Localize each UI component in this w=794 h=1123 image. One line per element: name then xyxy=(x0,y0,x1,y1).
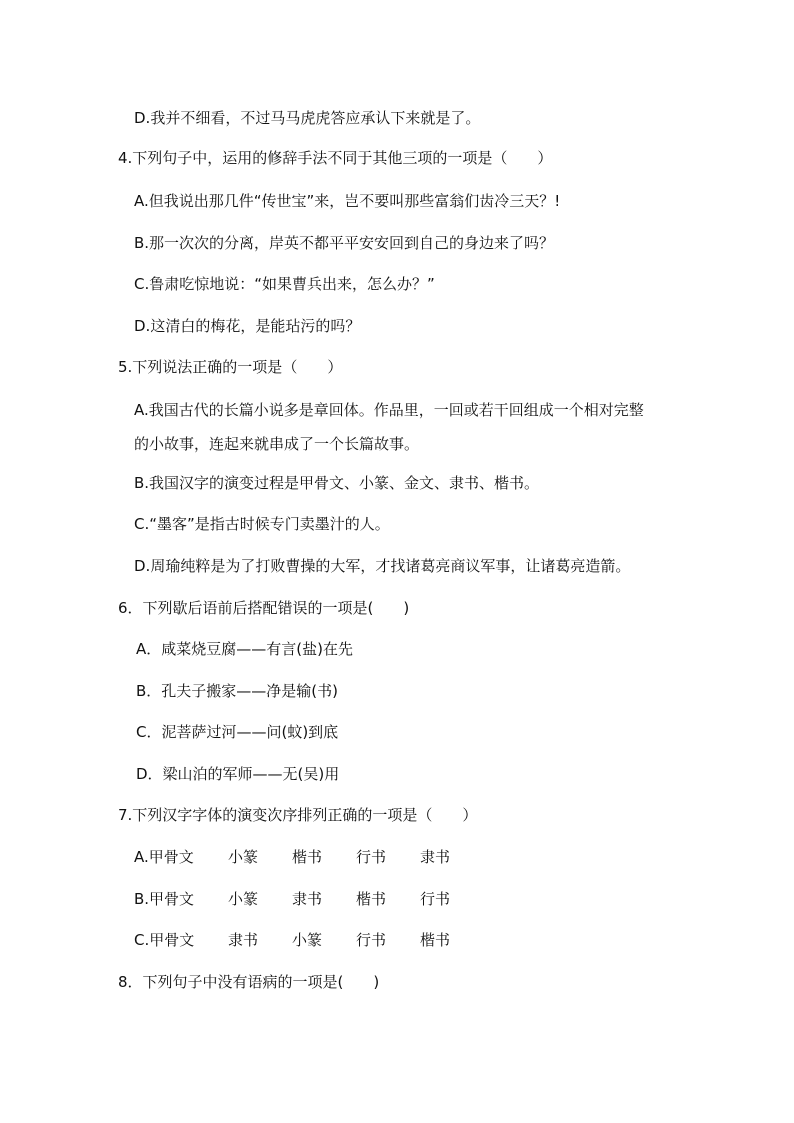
q7-option-b-label: B.甲骨文 xyxy=(134,890,195,908)
q7-option-a-item-3: 行书 xyxy=(356,848,387,866)
q5-option-a-line1: A.我国古代的长篇小说多是章回体。作品里，一回或若干回组成一个相对完整 xyxy=(134,401,644,419)
q4-option-b: B.那一次次的分离，岸英不都平平安安回到自己的身边来了吗？ xyxy=(134,234,555,252)
q4-option-d: D.这清白的梅花，是能玷污的吗？ xyxy=(134,317,361,335)
question-4: 4.下列句子中，运用的修辞手法不同于其他三项的一项是（ ） xyxy=(118,149,553,167)
q6-option-a: A．咸菜烧豆腐——有言(盐)在先 xyxy=(136,640,353,658)
q7-option-c-item-2: 小篆 xyxy=(292,931,323,949)
q5-option-a-line2: 的小故事，连起来就串成了一个长篇故事。 xyxy=(134,435,420,453)
q7-option-b-item-4: 行书 xyxy=(420,890,451,908)
q7-option-a xyxy=(134,847,450,867)
q7-option-c-item-3: 行书 xyxy=(356,931,387,949)
question-6: 6．下列歇后语前后搭配错误的一项是( ) xyxy=(118,599,410,617)
q7-option-a-item-4: 隶书 xyxy=(420,848,451,866)
q7-option-c-label: C.甲骨文 xyxy=(134,931,195,949)
q3-option-d: D.我并不细看，不过马马虎虎答应承认下来就是了。 xyxy=(134,109,481,127)
q5-option-b: B.我国汉字的演变过程是甲骨文、小篆、金文、隶书、楷书。 xyxy=(134,474,540,492)
q4-option-c: C.鲁肃吃惊地说：“如果曹兵出来，怎么办？” xyxy=(134,275,435,293)
q5-option-d: D.周瑜纯粹是为了打败曹操的大军，才找诸葛亮商议军事，让诸葛亮造箭。 xyxy=(134,557,631,575)
q7-option-c-item-4: 楷书 xyxy=(420,931,451,949)
q6-option-c: C．泥菩萨过河——问(蚊)到底 xyxy=(136,723,339,741)
q7-option-b-item-3: 楷书 xyxy=(356,890,387,908)
q7-option-a-label: A.甲骨文 xyxy=(134,848,194,866)
q7-option-b-item-1: 小篆 xyxy=(228,890,259,908)
q7-option-b-item-2: 隶书 xyxy=(292,890,323,908)
q5-option-c: C.“墨客”是指古时候专门卖墨汁的人。 xyxy=(134,515,390,533)
q6-option-b: B．孔夫子搬家——净是输(书) xyxy=(136,682,338,700)
q7-option-c-item-1: 隶书 xyxy=(228,931,259,949)
question-5: 5.下列说法正确的一项是（ ） xyxy=(118,358,343,376)
q7-option-a-item-1: 小篆 xyxy=(228,848,259,866)
question-8: 8．下列句子中没有语病的一项是( ) xyxy=(118,973,380,991)
question-7: 7.下列汉字字体的演变次序排列正确的一项是（ ） xyxy=(118,806,478,824)
q6-option-d: D．梁山泊的军师——无(吴)用 xyxy=(136,765,340,783)
q7-option-a-item-2: 楷书 xyxy=(292,848,323,866)
q7-option-c xyxy=(134,930,450,950)
q7-option-b xyxy=(134,889,450,909)
q4-option-a: A.但我说出那几件“传世宝”来，岂不要叫那些富翁们齿冷三天？! xyxy=(134,192,561,210)
